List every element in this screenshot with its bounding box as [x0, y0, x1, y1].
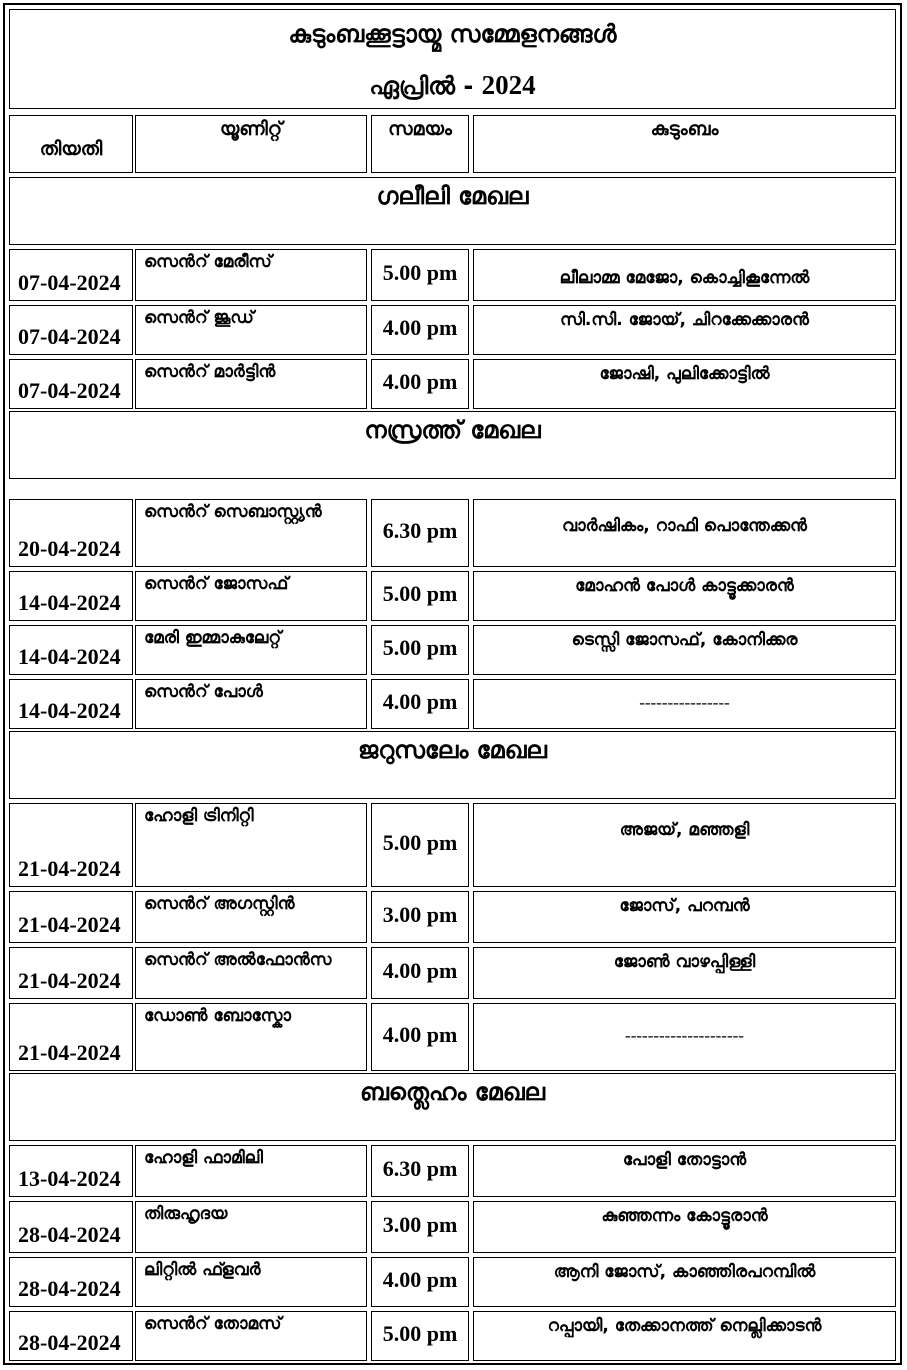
time-value: 4.00 pm [382, 315, 458, 340]
time-value: 4.00 pm [382, 689, 458, 714]
date-value: 14-04-2024 [18, 698, 121, 723]
time-value: 4.00 pm [382, 958, 458, 983]
time-value: 4.00 pm [382, 369, 458, 394]
family-cell [473, 1003, 896, 1071]
time-cell [371, 625, 469, 675]
unit-name: തിരുഹൃദയ [144, 1204, 228, 1224]
family-cell [473, 1145, 896, 1197]
time-cell [371, 947, 469, 999]
section-header [9, 731, 896, 799]
unit-name: സെൻറ് അൽഫോൻസ [144, 950, 332, 970]
unit-cell [135, 499, 367, 567]
time-cell [371, 1201, 469, 1253]
date-value: 07-04-2024 [18, 324, 121, 349]
schedule-sheet [3, 3, 902, 1365]
family-name: ജോഷി, പുലിക്കോട്ടിൽ [599, 364, 770, 384]
unit-cell [135, 1003, 367, 1071]
date-value: 14-04-2024 [18, 590, 121, 615]
unit-cell [135, 359, 367, 409]
unit-cell [135, 1311, 367, 1361]
family-cell [473, 947, 896, 999]
time-cell [371, 891, 469, 943]
date-value: 13-04-2024 [18, 1166, 121, 1191]
date-cell [9, 679, 133, 729]
unit-name: സെൻറ് ജൂഡ് [144, 308, 254, 328]
date-value: 28-04-2024 [18, 1222, 121, 1247]
time-value: 6.30 pm [382, 1156, 458, 1181]
date-value: 21-04-2024 [18, 1040, 121, 1065]
date-cell [9, 249, 133, 301]
header-unit [135, 115, 367, 173]
family-cell [473, 679, 896, 729]
family-name: ടെസ്സി ജോസഫ്, കോനിക്കര [571, 630, 798, 650]
date-cell [9, 571, 133, 621]
unit-name: ഡോൺ ബോസ്കോ [144, 1006, 292, 1026]
unit-name: സെൻറ് സെബാസ്റ്റ്യൻ [144, 502, 322, 522]
time-cell [371, 1311, 469, 1361]
time-cell [371, 305, 469, 355]
family-cell [473, 803, 896, 887]
time-value: 5.00 pm [382, 830, 458, 855]
section-title: ഗലീലി മേഖല [376, 182, 529, 210]
header-family-label: കുടുംബം [650, 118, 719, 140]
date-cell [9, 1201, 133, 1253]
date-cell [9, 1311, 133, 1361]
section-header [9, 177, 896, 245]
date-cell [9, 1003, 133, 1071]
time-value: 3.00 pm [382, 1212, 458, 1237]
family-name: കുഞ്ഞന്നം കോട്ടൂരാൻ [601, 1206, 768, 1226]
time-value: 4.00 pm [382, 1267, 458, 1292]
time-value: 5.00 pm [382, 1321, 458, 1346]
family-name: പോളി തോട്ടാൻ [622, 1150, 747, 1170]
page-title: കുടുംബക്കൂട്ടായ്മ സമ്മേളനങ്ങൾ [288, 20, 617, 48]
date-value: 21-04-2024 [18, 856, 121, 881]
time-cell [371, 249, 469, 301]
unit-cell [135, 891, 367, 943]
family-name: --------------------- [625, 1026, 744, 1045]
date-value: 28-04-2024 [18, 1330, 121, 1355]
unit-name: ഹോളി ഫാമിലി [144, 1148, 263, 1168]
unit-cell [135, 249, 367, 301]
time-value: 3.00 pm [382, 902, 458, 927]
month-label: ഏപ്രിൽ - [369, 72, 474, 100]
unit-cell [135, 1257, 367, 1307]
section-title: ബത്ലെഹം മേഖല [359, 1078, 546, 1106]
date-value: 14-04-2024 [18, 644, 121, 669]
family-cell [473, 1201, 896, 1253]
year-label: 2024 [481, 70, 536, 100]
time-value: 5.00 pm [382, 260, 458, 285]
unit-cell [135, 305, 367, 355]
time-cell [371, 1003, 469, 1071]
unit-cell [135, 947, 367, 999]
unit-name: ലിറ്റിൽ ഫ്ളവർ [144, 1260, 261, 1280]
unit-name: സെൻറ് അഗസ്റ്റിൻ [144, 894, 295, 914]
date-value: 28-04-2024 [18, 1276, 121, 1301]
family-name: ലീലാമ്മ മേജോ, കൊച്ചികൂന്നേൽ [559, 268, 810, 288]
date-cell [9, 891, 133, 943]
date-value: 21-04-2024 [18, 968, 121, 993]
unit-name: സെൻറ് തോമസ് [144, 1314, 282, 1334]
month-line [10, 70, 895, 101]
date-value: 21-04-2024 [18, 912, 121, 937]
date-value: 20-04-2024 [18, 536, 121, 561]
header-unit-label: യൂണിറ്റ് [219, 118, 283, 140]
unit-name: സെൻറ് പോൾ [144, 682, 263, 702]
date-cell [9, 803, 133, 887]
time-value: 6.30 pm [382, 518, 458, 543]
time-cell [371, 1257, 469, 1307]
family-cell [473, 1311, 896, 1361]
family-name: ജോൺ വാഴപ്പിള്ളി [613, 952, 756, 972]
time-cell [371, 571, 469, 621]
family-name: ജോസ്, പറമ്പൻ [619, 896, 750, 916]
family-cell [473, 359, 896, 409]
family-name: വാർഷികം, റാഫി പൊന്തേക്കൻ [562, 516, 807, 536]
family-cell [473, 499, 896, 567]
unit-cell [135, 625, 367, 675]
header-family [473, 115, 896, 173]
time-cell [371, 1145, 469, 1197]
unit-name: സെൻറ് മേരീസ് [144, 252, 272, 272]
time-value: 4.00 pm [382, 1022, 458, 1047]
section-title: ജറുസലേം മേഖല [358, 736, 547, 764]
family-cell [473, 1257, 896, 1307]
date-cell [9, 359, 133, 409]
family-cell [473, 891, 896, 943]
date-cell [9, 947, 133, 999]
date-cell [9, 1145, 133, 1197]
family-name: ---------------- [639, 693, 730, 712]
family-name: ആനി ജോസ്, കാഞ്ഞിരപറമ്പിൽ [553, 1262, 816, 1282]
family-name: മോഹൻ പോൾ കാട്ടൂക്കാരൻ [575, 576, 794, 596]
unit-name: സെൻറ് മാർട്ടിൻ [144, 362, 276, 382]
family-cell [473, 249, 896, 301]
family-name: സി.സി. ജോയ്, ചിറക്കേക്കാരൻ [560, 310, 809, 330]
unit-cell [135, 1201, 367, 1253]
unit-name: സെൻറ് ജോസഫ് [144, 574, 289, 594]
header-date-label: തിയതി [39, 138, 103, 160]
family-cell [473, 571, 896, 621]
unit-cell [135, 679, 367, 729]
family-cell [473, 625, 896, 675]
time-cell [371, 803, 469, 887]
date-value: 07-04-2024 [18, 270, 121, 295]
unit-name: മേരി ഇമ്മാകുലേറ്റ് [144, 628, 282, 648]
header-date [9, 115, 133, 173]
date-cell [9, 499, 133, 567]
date-cell [9, 1257, 133, 1307]
family-name: അജയ്, മഞ്ഞളി [619, 820, 750, 840]
unit-name: ഹോളി ട്രിനിറ്റി [144, 806, 254, 826]
unit-cell [135, 1145, 367, 1197]
time-cell [371, 359, 469, 409]
date-value: 07-04-2024 [18, 378, 121, 403]
time-cell [371, 679, 469, 729]
family-name: റപ്പായി, തേക്കാനത്ത് നെല്ലിക്കാടൻ [547, 1316, 822, 1336]
time-value: 5.00 pm [382, 635, 458, 660]
family-cell [473, 305, 896, 355]
header-time-label: സമയം [388, 118, 452, 140]
time-value: 5.00 pm [382, 581, 458, 606]
time-cell [371, 499, 469, 567]
section-header [9, 1073, 896, 1141]
date-cell [9, 625, 133, 675]
section-title: നസ്രത്ത് മേഖല [364, 416, 541, 444]
header-time [371, 115, 469, 173]
date-cell [9, 305, 133, 355]
unit-cell [135, 571, 367, 621]
unit-cell [135, 803, 367, 887]
title-box [9, 9, 896, 109]
section-header [9, 411, 896, 479]
